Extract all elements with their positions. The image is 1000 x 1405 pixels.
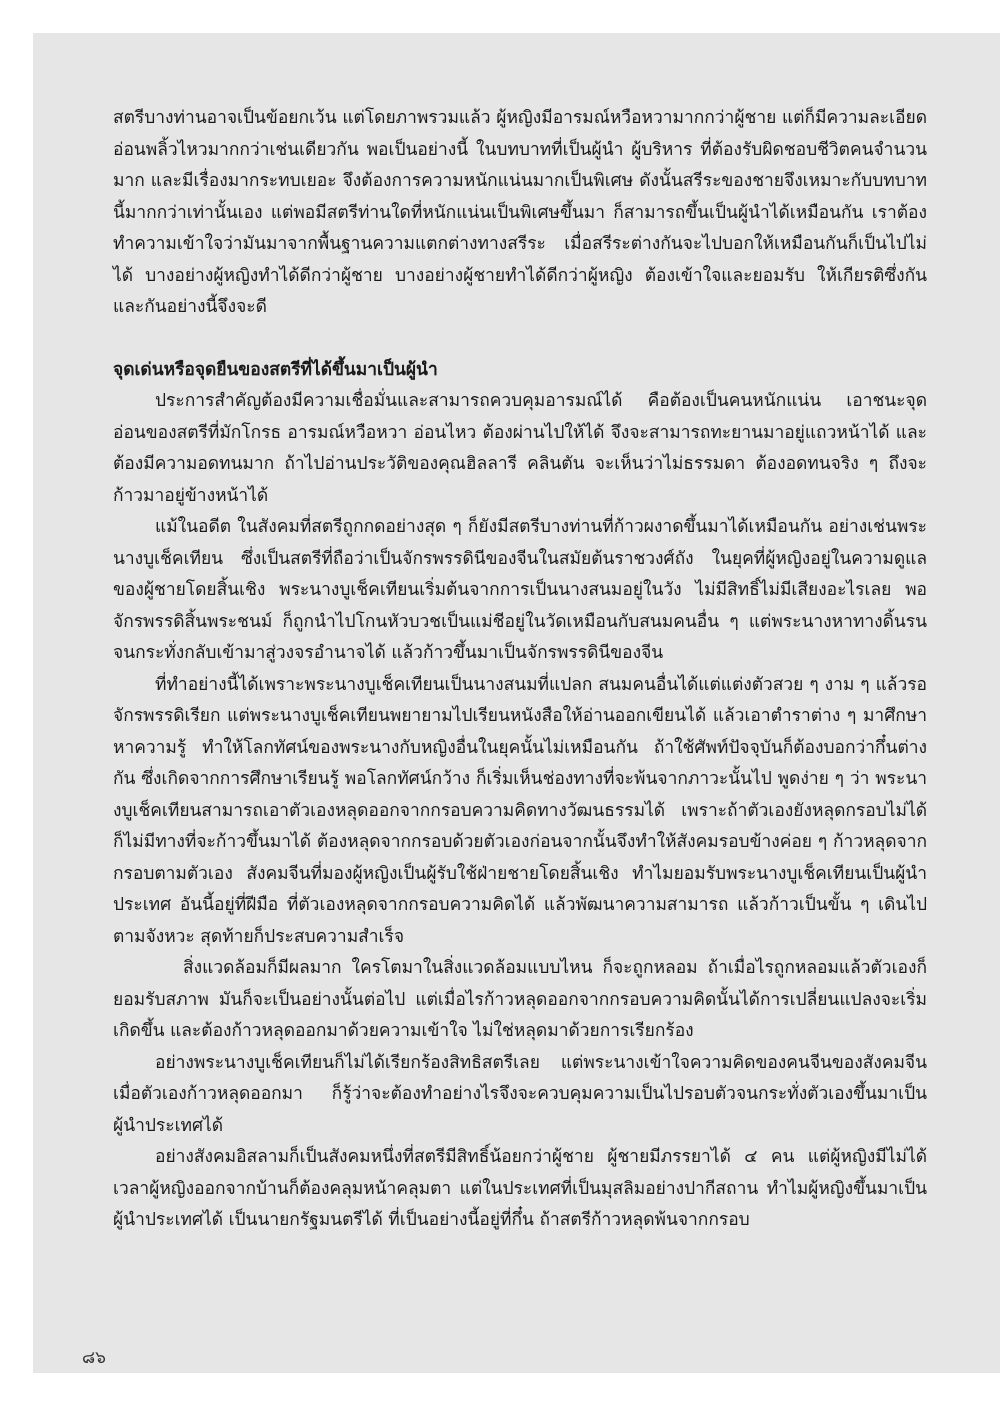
body-text xyxy=(113,103,927,1237)
paragraph: ที่ทำอย่างนี้ได้เพราะพระนางบูเช็คเทียนเป็นนางสนมที่แปลก สนมคนอื่นได้แต่แต่งตัวสวย ๆ งาม ๆ แล้วรอจักรพรรดิเรียก แต่พระนางบูเช็คเทียนพยายามไปเรียนหนังสือให้อ่านออกเขียนได้ แล้วเอาตำราต่าง ๆ มาศึกษาหาความรู้ ทำให้โลกทัศน์ของพระนางกับหญิงอื่นในยุคนั้นไม่เหมือนกัน ถ้าใช้ศัพท์ปัจจุบันก็ต้องบอกว่ากึ๋นต่างกัน ซึ่งเกิดจากการศึกษาเรียนรู้ พอโลกทัศน์กว้าง ก็เริ่มเห็นช่องทางที่จะพ้นจากภาวะนั้นไป พูดง่าย ๆ ว่า พระนางบูเช็คเทียนสามารถเอาตัวเองหลุดออกจากกรอบความคิดทางวัฒนธรรมได้ เพราะถ้าตัวเองยังหลุดกรอบไม่ได้ ก็ไม่มีทางที่จะก้าวขึ้นมาได้ ต้องหลุดจากกรอบด้วยตัวเองก่อนจากนั้นจึงทำให้สังคมรอบข้างค่อย ๆ ก้าวหลุดจากกรอบตามตัวเอง สังคมจีนที่มองผู้หญิงเป็นผู้รับใช้ฝ่ายชายโดยสิ้นเชิง ทำไมยอมรับพระนางบูเช็คเทียนเป็นผู้นำประเทศ อันนี้อยู่ที่ฝีมือ ที่ตัวเองหลุดจากกรอบความคิดได้ แล้วพัฒนาความสามารถ แล้วก้าวเป็นขั้น ๆ เดินไปตามจังหวะ สุดท้ายก็ประสบความสำเร็จ xyxy=(113,674,927,947)
section-heading: จุดเด่นหรือจุดยืนของสตรีที่ได้ขึ้นมาเป็นผู้นำ xyxy=(113,359,438,380)
page-sheet xyxy=(33,33,1000,1373)
paragraph: อย่างพระนางบูเช็คเทียนก็ไม่ได้เรียกร้องสิทธิสตรีเลย แต่พระนางเข้าใจความคิดของคนจีนของสังคมจีน เมื่อตัวเองก้าวหลุดออกมา ก็รู้ว่าจะต้องทำอย่างไรจึงจะควบคุมความเป็นไปรอบตัวจนกระทั่งตัวเองขึ้นมาเป็นผู้นำประเทศได้ xyxy=(113,1052,927,1136)
paragraph: สตรีบางท่านอาจเป็นข้อยกเว้น แต่โดยภาพรวมแล้ว ผู้หญิงมีอารมณ์หวือหวามากกว่าผู้ชาย แต่ก็มีความละเอียดอ่อนพลิ้วไหวมากกว่าเช่นเดียวกัน พอเป็นอย่างนี้ ในบทบาทที่เป็นผู้นำ ผู้บริหาร ที่ต้องรับผิดชอบชีวิตคนจำนวนมาก และมีเรื่องมากระทบเยอะ จึงต้องการความหนักแน่นมากเป็นพิเศษ ดังนั้นสรีระของชายจึงเหมาะกับบทบาทนี้มากกว่าเท่านั้นเอง แต่พอมีสตรีท่านใดที่หนักแน่นเป็นพิเศษขึ้นมา ก็สามารถขึ้นเป็นผู้นำได้เหมือนกัน เราต้องทำความเข้าใจว่ามันมาจากพื้นฐานความแตกต่างทางสรีระ เมื่อสรีระต่างกันจะไปบอกให้เหมือนกันก็เป็นไปไม่ได้ บางอย่างผู้หญิงทำได้ดีกว่าผู้ชาย บางอย่างผู้ชายทำได้ดีกว่าผู้หญิง ต้องเข้าใจและยอมรับ ให้เกียรติซึ่งกันและกันอย่างนี้จึงจะดี xyxy=(113,108,927,317)
paragraph: อย่างสังคมอิสลามก็เป็นสังคมหนึ่งที่สตรีมีสิทธิ์น้อยกว่าผู้ชาย ผู้ชายมีภรรยาได้ ๔ คน แต่ผู้หญิงมีไม่ได้ เวลาผู้หญิงออกจากบ้านก็ต้องคลุมหน้าคลุมตา แต่ในประเทศที่เป็นมุสลิมอย่างปากีสถาน ทำไมผู้หญิงขึ้นมาเป็นผู้นำประเทศได้ เป็นนายกรัฐมนตรีได้ ที่เป็นอย่างนี้อยู่ที่กึ๋น ถ้าสตรีก้าวหลุดพ้นจากกรอบ xyxy=(113,1147,927,1230)
paragraph: ประการสำคัญต้องมีความเชื่อมั่นและสามารถควบคุมอารมณ์ได้ คือต้องเป็นคนหนักแน่น เอาชนะจุดอ่อนของสตรีที่มักโกรธ อารมณ์หวือหวา อ่อนไหว ต้องผ่านไปให้ได้ จึงจะสามารถทะยานมาอยู่แถวหน้าได้ และต้องมีความอดทนมาก ถ้าไปอ่านประวัติของคุณฮิลลารี คลินตัน จะเห็นว่าไม่ธรรมดา ต้องอดทนจริง ๆ ถึงจะก้าวมาอยู่ข้างหน้าได้ xyxy=(113,391,927,506)
paragraph: สิ่งแวดล้อมก็มีผลมาก ใครโตมาในสิ่งแวดล้อมแบบไหน ก็จะถูกหลอม ถ้าเมื่อไรถูกหลอมแล้วตัวเองก็ยอมรับสภาพ มันก็จะเป็นอย่างนั้นต่อไป แต่เมื่อไรก้าวหลุดออกจากกรอบความคิดนั้นได้การเปลี่ยนแปลงจะเริ่มเกิดขึ้น และต้องก้าวหลุดออกมาด้วยความเข้าใจ ไม่ใช่หลุดมาด้วยการเรียกร้อง xyxy=(113,958,927,1041)
page-number: ๘๖ xyxy=(82,1348,106,1368)
paragraph: แม้ในอดีต ในสังคมที่สตรีถูกกดอย่างสุด ๆ ก็ยังมีสตรีบางท่านที่ก้าวผงาดขึ้นมาได้เหมือนกัน อย่างเช่นพระนางบูเช็คเทียน ซึ่งเป็นสตรีที่ถือว่าเป็นจักรพรรดินีของจีนในสมัยต้นราชวงศ์ถัง ในยุคที่ผู้หญิงอยู่ในความดูแลของผู้ชายโดยสิ้นเชิง พระนางบูเช็คเทียนเริ่มต้นจากการเป็นนางสนมอยู่ในวัง ไม่มีสิทธิ์ไม่มีเสียงอะไรเลย พอจักรพรรดิสิ้นพระชนม์ ก็ถูกนำไปโกนหัวบวชเป็นแม่ชีอยู่ในวัดเหมือนกับสนมคนอื่น ๆ แต่พระนางหาทางดิ้นรนจนกระทั่งกลับเข้ามาสู่วงจรอำนาจได้ แล้วก้าวขึ้นมาเป็นจักรพรรดินีของจีน xyxy=(113,517,927,663)
